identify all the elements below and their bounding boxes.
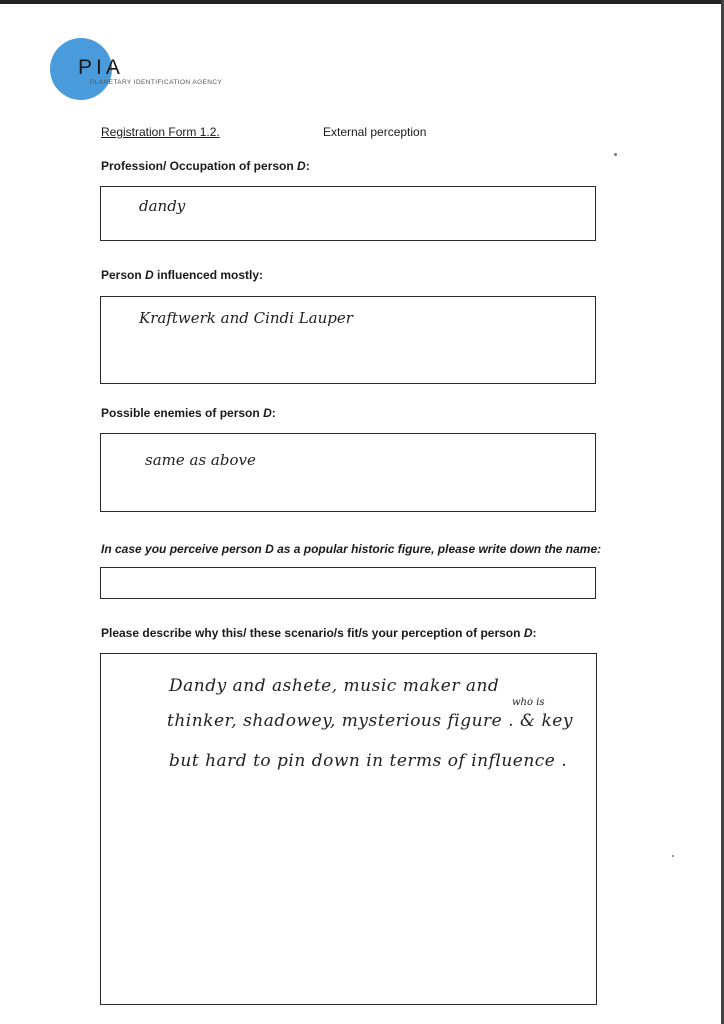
influences-answer-box[interactable]: [100, 296, 596, 384]
enemies-answer-box[interactable]: [100, 433, 596, 512]
scan-speck: [672, 855, 674, 857]
field-label-description: Please describe why this/ these scenario/s fit/s your perception of person D:: [101, 626, 537, 640]
field-label-influences: Person D influenced mostly:: [101, 268, 264, 282]
description-answer-line-1: Dandy and ashete, music maker and: [169, 676, 500, 696]
field-label-enemies: Possible enemies of person D:: [101, 406, 276, 420]
field-label-historic-figure: In case you perceive person D as a popular historic figure, please write down the name:: [101, 542, 602, 556]
field-label-occupation: Profession/ Occupation of person D:: [101, 159, 310, 173]
occupation-answer-box[interactable]: [100, 186, 596, 241]
scan-speck: [614, 153, 617, 156]
enemies-answer: same as above: [145, 451, 256, 469]
occupation-answer: dandy: [139, 197, 186, 215]
scan-edge-top: [0, 0, 724, 4]
description-answer-box[interactable]: [100, 653, 597, 1005]
influences-answer: Kraftwerk and Cindi Lauper: [139, 309, 353, 327]
perception-type: External perception: [323, 125, 427, 139]
historic-figure-answer-box[interactable]: [100, 567, 596, 599]
description-answer-line-2: thinker, shadowey, mysterious figure . & key: [167, 711, 573, 731]
form-name: Registration Form 1.2.: [101, 125, 220, 139]
logo-subtitle: PLANETARY IDENTIFICATION AGENCY: [90, 79, 223, 86]
description-answer-line-3: but hard to pin down in terms of influence .: [169, 751, 568, 771]
logo-letters: PIA: [78, 56, 124, 79]
description-answer-insert: who is: [512, 697, 545, 708]
